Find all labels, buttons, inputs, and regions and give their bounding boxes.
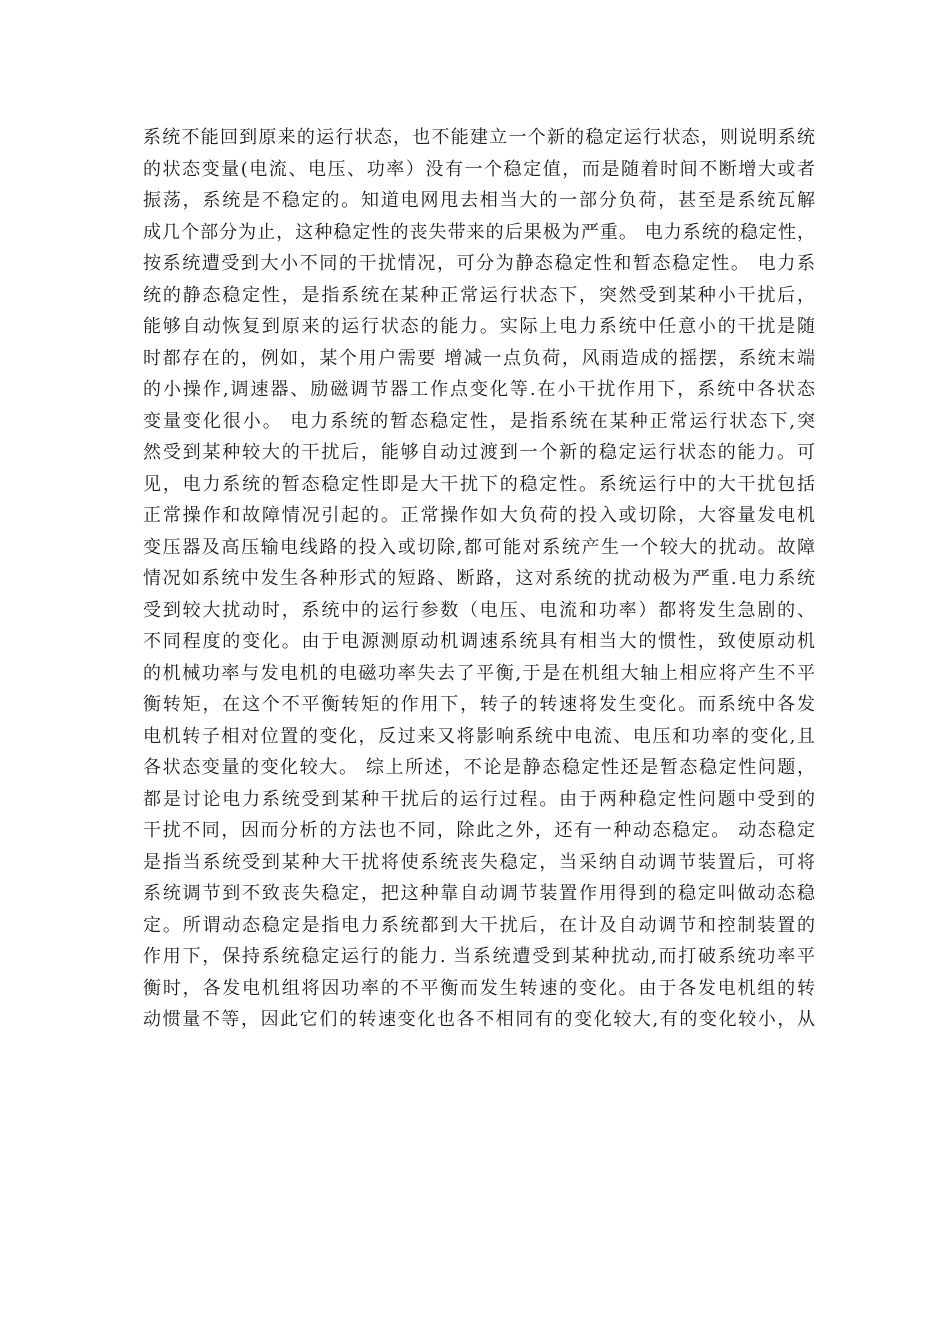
text-line: 各状态变量的变化较大。 综上所述，不论是静态稳定性还是暂态稳定性问题， <box>143 757 815 778</box>
text-line: 振荡，系统是不稳定的。知道电网甩去相当大的一部分负荷，甚至是系统瓦解 <box>143 190 815 211</box>
text-line: 变压器及高压输电线路的投入或切除,都可能对系统产生一个较大的扰动。故障 <box>143 536 815 558</box>
text-line: 动惯量不等，因此它们的转速变化也各不相同有的变化较大,有的变化较小，从 <box>143 1009 815 1030</box>
text-line: 按系统遭受到大小不同的干扰情况，可分为静态稳定性和暂态稳定性。 电力系 <box>143 253 815 274</box>
text-line: 作用下，保持系统稳定运行的能力. 当系统遭受到某种扰动,而打破系统功率平 <box>143 946 815 967</box>
text-line: 见，电力系统的暂态稳定性即是大干扰下的稳定性。系统运行中的大干扰包括 <box>143 473 815 495</box>
text-line: 的机械功率与发电机的电磁功率失去了平衡,于是在机组大轴上相应将产生不平 <box>143 662 815 684</box>
text-line: 电机转子相对位置的变化，反过来又将影响系统中电流、电压和功率的变化,且 <box>143 725 815 747</box>
text-line: 变量变化很小。 电力系统的暂态稳定性，是指系统在某种正常运行状态下,突 <box>143 410 815 432</box>
text-line: 受到较大扰动时，系统中的运行参数（电压、电流和功率）都将发生急剧的、 <box>143 599 815 621</box>
text-line: 的状态变量(电流、电压、功率）没有一个稳定值，而是随着时间不断增大或者 <box>143 158 815 180</box>
text-line: 正常操作和故障情况引起的。正常操作如大负荷的投入或切除，大容量发电机 <box>143 505 815 526</box>
text-line: 不同程度的变化。由于电源测原动机调速系统具有相当大的惯性，致使原动机 <box>143 631 815 652</box>
text-line: 衡时，各发电机组将因功率的不平衡而发生转速的变化。由于各发电机组的转 <box>143 977 815 999</box>
text-line: 干扰不同，因而分析的方法也不同，除此之外，还有一种动态稳定。 动态稳定 <box>143 820 815 841</box>
text-line: 系统不能回到原来的运行状态，也不能建立一个新的稳定运行状态，则说明系统 <box>143 127 815 148</box>
text-line: 都是讨论电力系统受到某种干扰后的运行过程。由于两种稳定性问题中受到的 <box>143 788 815 810</box>
body-paragraph <box>143 122 815 1036</box>
text-line: 统的静态稳定性，是指系统在某种正常运行状态下，突然受到某种小干扰后， <box>143 284 815 306</box>
text-line: 定。所谓动态稳定是指电力系统都到大干扰后，在计及自动调节和控制装置的 <box>143 914 815 936</box>
text-line: 成几个部分为止，这种稳定性的丧失带来的后果极为严重。 电力系统的稳定性， <box>143 221 815 243</box>
text-line: 然受到某种较大的干扰后，能够自动过渡到一个新的稳定运行状态的能力。可 <box>143 442 815 463</box>
text-line: 时都存在的，例如，某个用户需要 增减一点负荷，风雨造成的摇摆，系统末端 <box>143 347 815 369</box>
text-line: 系统调节到不致丧失稳定，把这种靠自动调节装置作用得到的稳定叫做动态稳 <box>143 883 815 904</box>
text-line: 的小操作,调速器、励磁调节器工作点变化等.在小干扰作用下，系统中各状态 <box>143 379 815 400</box>
text-line: 衡转矩，在这个不平衡转矩的作用下，转子的转速将发生变化。而系统中各发 <box>143 694 815 715</box>
text-line: 能够自动恢复到原来的运行状态的能力。实际上电力系统中任意小的干扰是随 <box>143 316 815 337</box>
text-line: 是指当系统受到某种大干扰将使系统丧失稳定，当采纳自动调节装置后，可将 <box>143 851 815 873</box>
text-line: 情况如系统中发生各种形式的短路、断路，这对系统的扰动极为严重.电力系统 <box>143 568 815 589</box>
